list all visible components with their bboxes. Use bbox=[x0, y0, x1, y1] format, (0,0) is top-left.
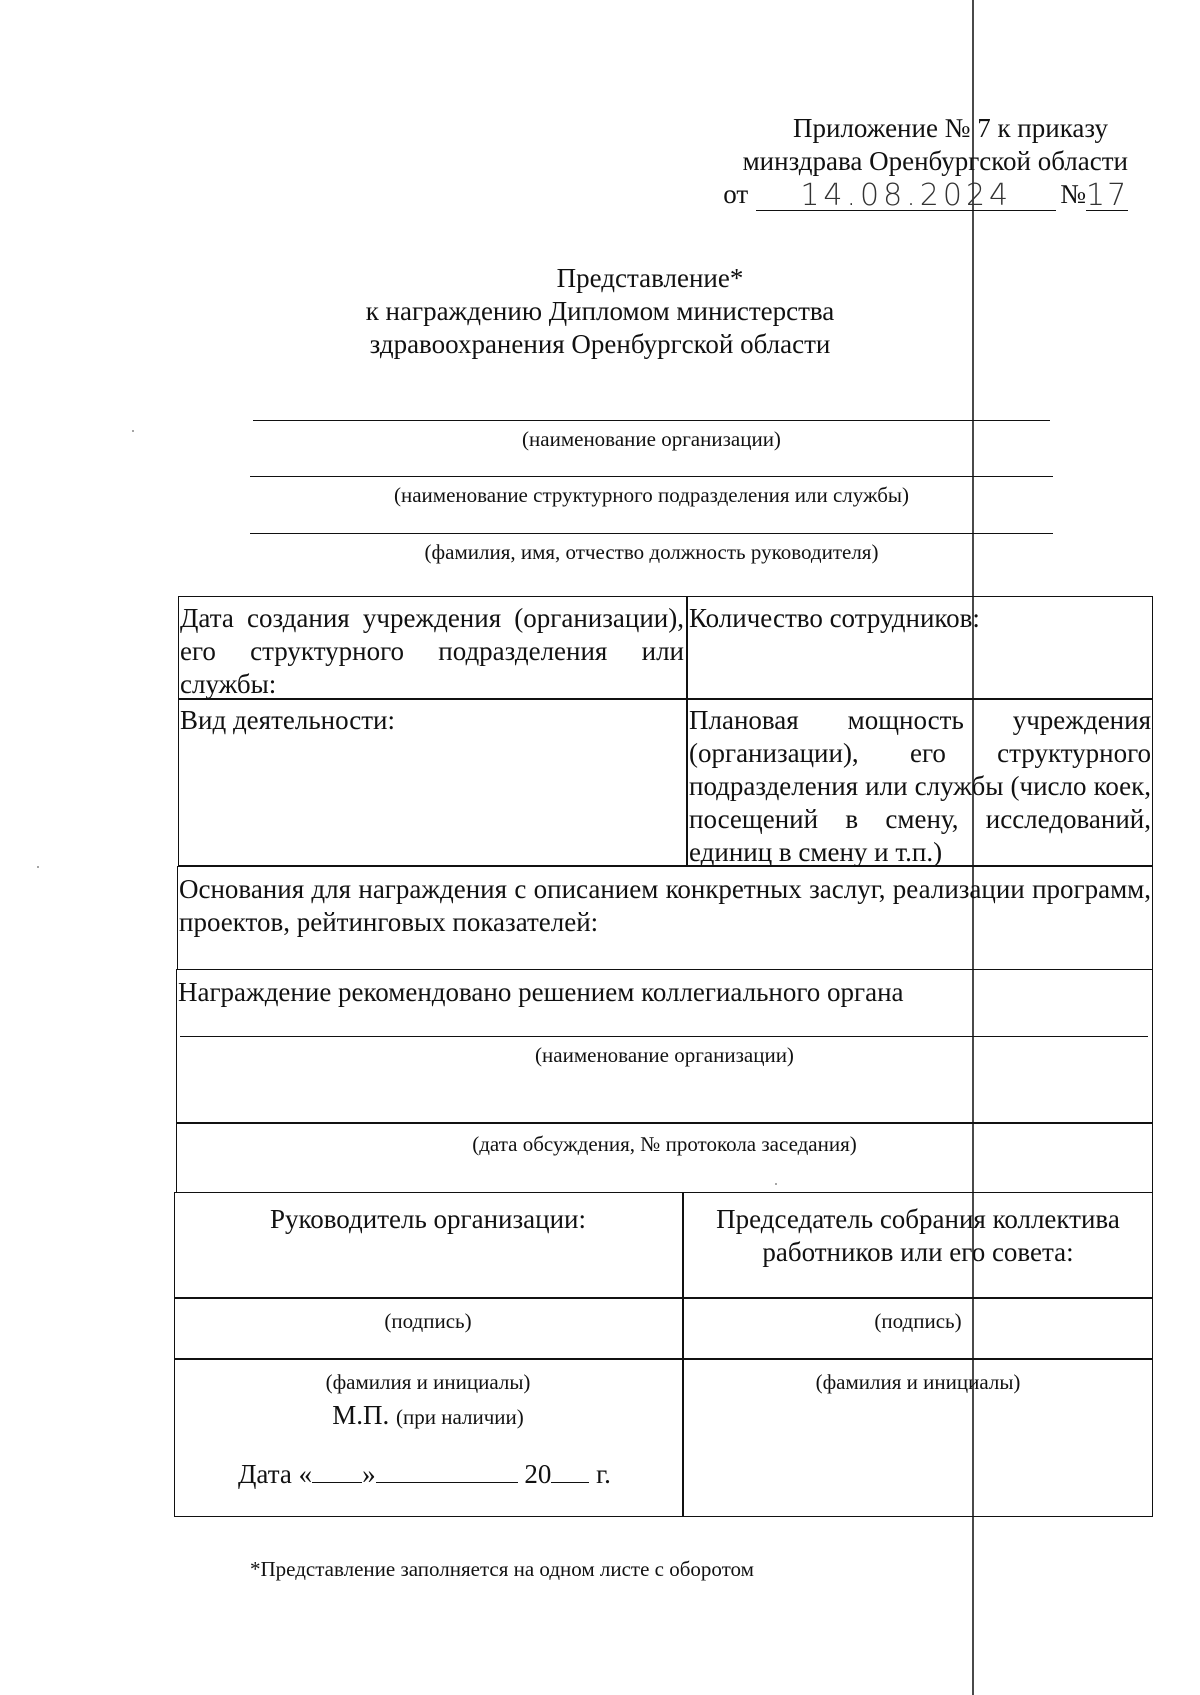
recommended-text: Награждение рекомендовано решением коллегиального органа bbox=[178, 977, 904, 1007]
creation-date-cell: Дата создания учреждения (организации), его структурного подразделения или службы: bbox=[180, 603, 684, 699]
head-fill-line[interactable] bbox=[250, 533, 1053, 534]
division-caption: (наименование структурного подразделения или службы) bbox=[393, 483, 910, 507]
appendix-line-2: минздрава Оренбургской области bbox=[742, 146, 1128, 176]
footnote: *Представление заполняется на одном листе с оборотом bbox=[250, 1557, 754, 1581]
title-line-3: здравоохранения Оренбургской области bbox=[369, 329, 831, 359]
document-title bbox=[0, 262, 1200, 361]
planned-capacity-cell: Плановая мощность учреждения (организации), его структурного подразделения или службы (число коек, посещений в смену, исследований, единиц в смену и т.п.) bbox=[689, 705, 1151, 867]
division-fill-line[interactable] bbox=[250, 476, 1053, 477]
name-line[interactable] bbox=[174, 1358, 1153, 1360]
signature-left-caption: (подпись) bbox=[384, 1309, 472, 1333]
date-label: Дата « bbox=[238, 1459, 313, 1489]
stamp-line bbox=[174, 1397, 682, 1432]
appendix-header bbox=[668, 112, 1128, 211]
name-right-caption: (фамилия и инициалы) bbox=[815, 1370, 1021, 1394]
order-number-handwritten: 17 bbox=[1086, 178, 1129, 213]
from-label: от bbox=[723, 179, 749, 209]
discussion-fill-line[interactable] bbox=[176, 1122, 1153, 1124]
date-quote-close: » bbox=[362, 1459, 376, 1489]
discussion-caption: (дата обсуждения, № протокола заседания) bbox=[472, 1132, 857, 1156]
title-line-2: к награждению Дипломом министерства bbox=[365, 296, 835, 326]
name-left-caption: (фамилия и инициалы) bbox=[325, 1370, 531, 1394]
employee-count-cell: Количество сотрудников: bbox=[689, 603, 980, 633]
appendix-date-line bbox=[668, 178, 1128, 211]
order-date-handwritten: 14.08.2024 bbox=[756, 182, 1056, 211]
chairman-label: Председатель собрания коллектива работников или его совета: bbox=[716, 1204, 1120, 1267]
scan-dot bbox=[132, 430, 134, 432]
organization-caption: (наименование организации) bbox=[522, 427, 781, 451]
head-caption: (фамилия, имя, отчество должность руководителя) bbox=[424, 540, 879, 564]
year-prefix: 20 bbox=[524, 1459, 552, 1489]
stamp-note: (при наличии) bbox=[396, 1405, 524, 1429]
signature-right-caption: (подпись) bbox=[874, 1309, 962, 1333]
date-row bbox=[238, 1458, 611, 1491]
month-blank[interactable] bbox=[376, 1458, 518, 1483]
scan-dot bbox=[37, 866, 39, 868]
appendix-line-1: Приложение № 7 к приказу bbox=[793, 113, 1108, 143]
number-label: № bbox=[1060, 179, 1086, 209]
recommended-org-fill-line[interactable] bbox=[180, 1036, 1148, 1037]
organization-fill-line[interactable] bbox=[253, 420, 1050, 421]
stamp-label: М.П. bbox=[332, 1400, 390, 1430]
grounds-cell: Основания для награждения с описанием конкретных заслуг, реализации программ, проектов, рейтинговых показателей: bbox=[179, 874, 1151, 937]
year-suffix: г. bbox=[596, 1459, 611, 1489]
title-line-1: Представление* bbox=[556, 263, 744, 293]
recommended-org-caption: (наименование организации) bbox=[535, 1043, 794, 1067]
activity-type-cell: Вид деятельности: bbox=[180, 705, 396, 735]
year-blank[interactable] bbox=[551, 1458, 589, 1483]
day-blank[interactable] bbox=[312, 1458, 362, 1483]
head-of-org-label: Руководитель организации: bbox=[269, 1204, 586, 1234]
signature-line[interactable] bbox=[174, 1297, 1153, 1299]
